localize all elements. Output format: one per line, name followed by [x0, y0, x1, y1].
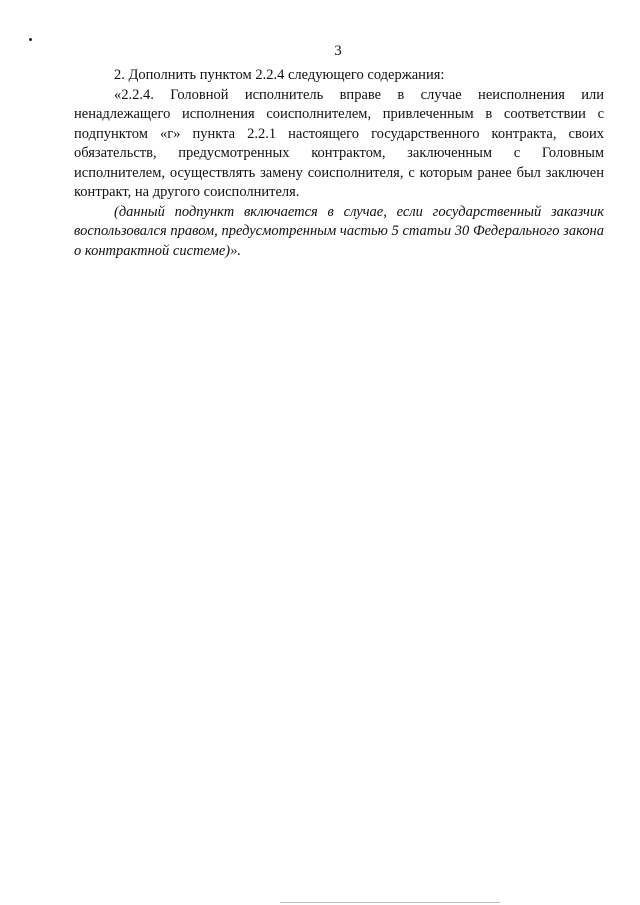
document-body [74, 66, 604, 261]
scan-bottom-line [280, 902, 500, 903]
paragraph-italic-note: (данный подпункт включается в случае, если государственный заказчик воспользовался правом, предусмотренным частью 5 статьи 30 Федерального закона о контрактной системе)». [74, 203, 604, 259]
page-number: 3 [334, 43, 342, 59]
paragraph-clause-2-2-4: «2.2.4. Головной исполнитель вправе в случае неисполнения или ненадлежащего исполнения соисполнителем, привлеченным в соответствии с подпунктом «г» пункта 2.2.1 настоящего государственного контракта, своих обязательств, предусмотренных контрактом, заключенным с Головным исполнителем, осуществлять замену соисполнителя, с которым ранее был заключен контракт, на другого соисполнителя. [74, 86, 604, 200]
paragraph-amendment-intro: 2. Дополнить пунктом 2.2.4 следующего содержания: [114, 67, 445, 83]
scan-speck [29, 38, 32, 41]
